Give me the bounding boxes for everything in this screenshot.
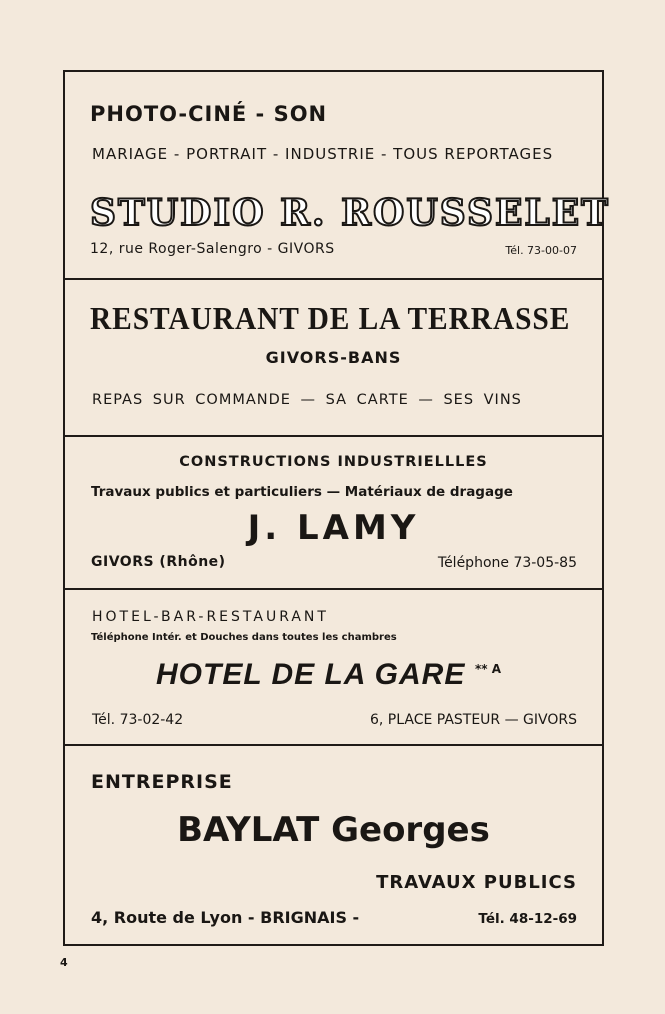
lamy-activity: CONSTRUCTIONS INDUSTRIELLLES — [179, 454, 488, 470]
hotel-name: HOTEL DE LA GARE — [156, 658, 466, 691]
baylat-phone: Tél. 48-12-69 — [478, 911, 577, 927]
restaurant-town: GIVORS-BANS — [265, 348, 402, 367]
lamy-details: Travaux publics et particuliers — Matériaux de dragage — [91, 484, 513, 500]
restaurant-services: REPAS SUR COMMANDE — SA CARTE — SES VINS — [92, 392, 522, 408]
hotel-address: 6, PLACE PASTEUR — GIVORS — [370, 712, 577, 728]
divider — [65, 744, 602, 746]
baylat-address: 4, Route de Lyon - BRIGNAIS - — [91, 908, 360, 927]
hotel-phone: Tél. 73-02-42 — [92, 712, 184, 728]
photo-studio-address: 12, rue Roger-Salengro - GIVORS — [90, 241, 335, 257]
baylat-name: BAYLAT Georges — [177, 810, 490, 850]
hotel-amenities: Téléphone Intér. et Douches dans toutes les chambres — [91, 632, 397, 643]
hotel-category: HOTEL-BAR-RESTAURANT — [92, 609, 329, 625]
lamy-phone: Téléphone 73-05-85 — [437, 555, 577, 571]
page-number: 4 — [60, 956, 68, 969]
advertisement-frame — [63, 70, 610, 946]
hotel-stars: ** A — [475, 662, 502, 676]
baylat-kind: ENTREPRISE — [91, 771, 233, 793]
photo-studio-services: MARIAGE - PORTRAIT - INDUSTRIE - TOUS REPORTAGES — [92, 145, 554, 163]
divider — [65, 435, 602, 437]
divider — [65, 278, 602, 280]
divider — [65, 588, 602, 590]
restaurant-name: RESTAURANT DE LA TERRASSE — [90, 300, 571, 336]
lamy-name: J. LAMY — [247, 508, 420, 548]
baylat-activity: TRAVAUX PUBLICS — [376, 872, 577, 893]
lamy-town: GIVORS (Rhône) — [91, 554, 226, 570]
photo-studio-phone: Tél. 73-00-07 — [505, 244, 577, 257]
photo-studio-title: PHOTO-CINÉ - SON — [90, 102, 328, 126]
photo-studio-name: STUDIO R. ROUSSELET — [90, 192, 610, 234]
